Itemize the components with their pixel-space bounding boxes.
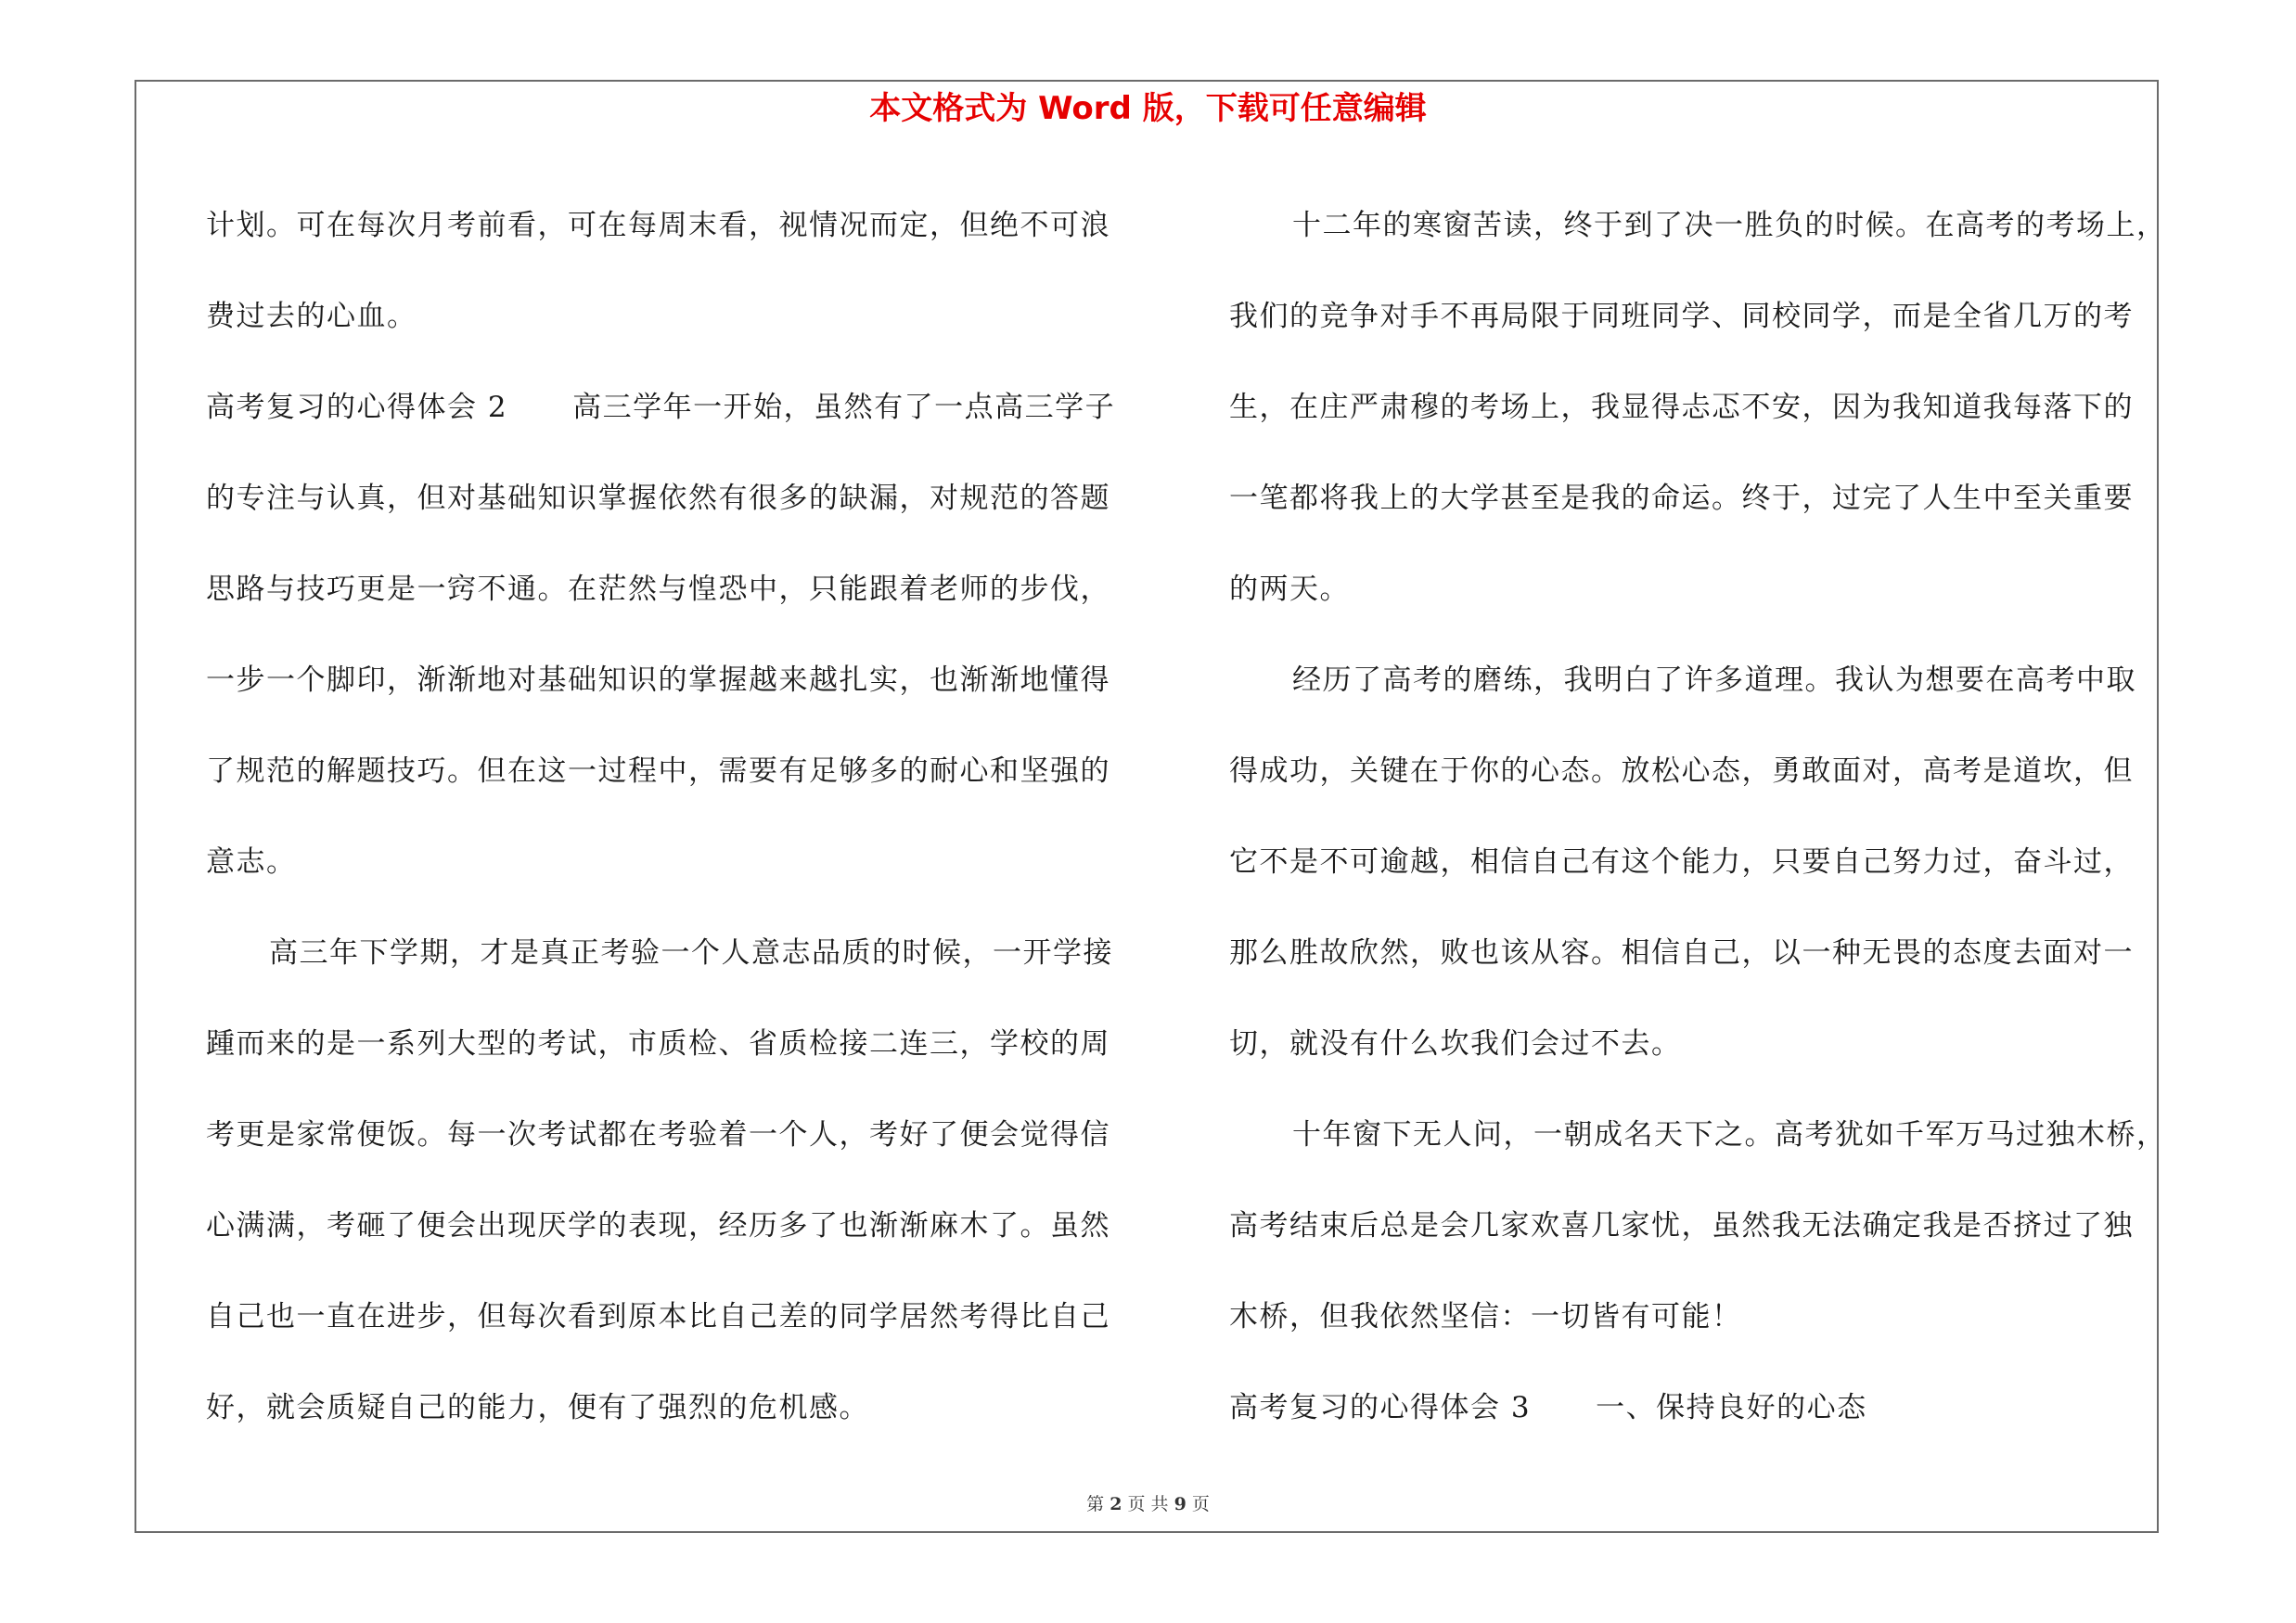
paragraph-line: 的专注与认真，但对基础知识掌握依然有很多的缺漏，对规范的答题 bbox=[206, 482, 1110, 515]
paragraph-line: 计划。可在每次月考前看，可在每周末看，视情况而定，但绝不可浪 bbox=[206, 209, 1110, 242]
paragraph-line: 思路与技巧更是一窍不通。在茫然与惶恐中，只能跟着老师的步伐， bbox=[206, 573, 1110, 606]
current-page-number: 2 bbox=[1110, 1494, 1122, 1514]
right-column bbox=[1229, 180, 2171, 1453]
paragraph-line: 一步一个脚印，渐渐地对基础知识的掌握越来越扎实，也渐渐地懂得 bbox=[206, 663, 1110, 697]
section-heading-3-title: 高考复习的心得体会 3 bbox=[1229, 1391, 1532, 1424]
paragraph-line: 木桥，但我依然坚信：一切皆有可能！ bbox=[1229, 1300, 1742, 1333]
left-column bbox=[206, 180, 1145, 1453]
paragraph-line: 意志。 bbox=[206, 845, 297, 879]
paragraph-line: 它不是不可逾越，相信自己有这个能力，只要自己努力过，奋斗过， bbox=[1229, 845, 2134, 879]
paragraph-line: 十二年的寒窗苦读，终于到了决一胜负的时候。在高考的考场上， bbox=[1292, 209, 2167, 242]
paragraph-line: 自己也一直在进步，但每次看到原本比自己差的同学居然考得比自己 bbox=[206, 1300, 1110, 1333]
section-heading-3-text: 一、保持良好的心态 bbox=[1596, 1391, 1867, 1424]
word-format-banner: 本文格式为 Word 版，下载可任意编辑 bbox=[869, 90, 1427, 127]
paragraph-line: 了规范的解题技巧。但在这一过程中，需要有足够多的耐心和坚强的 bbox=[206, 754, 1110, 788]
section-heading-2 bbox=[206, 362, 1145, 453]
paragraph-line: 高考结束后总是会几家欢喜几家忧，虽然我无法确定我是否挤过了独 bbox=[1229, 1209, 2134, 1243]
paragraph-line: 切，就没有什么坎我们会过不去。 bbox=[1229, 1027, 1682, 1061]
paragraph-line: 那么胜故欣然，败也该从容。相信自己，以一种无畏的态度去面对一 bbox=[1229, 936, 2134, 970]
section-heading-3 bbox=[1229, 1362, 2171, 1453]
footer-prefix: 第 bbox=[1086, 1494, 1105, 1514]
paragraph-line: 十年窗下无人问，一朝成名天下之。高考犹如千军万马过独木桥， bbox=[1292, 1118, 2167, 1152]
paragraph-line: 好，就会质疑自己的能力，便有了强烈的危机感。 bbox=[206, 1391, 869, 1424]
paragraph-line: 经历了高考的磨练，我明白了许多道理。我认为想要在高考中取 bbox=[1292, 663, 2136, 697]
section-heading-2-title: 高考复习的心得体会 2 bbox=[206, 391, 508, 424]
total-page-count: 9 bbox=[1174, 1494, 1186, 1514]
footer-suffix: 页 bbox=[1191, 1494, 1210, 1514]
paragraph-line: 费过去的心血。 bbox=[206, 300, 417, 333]
section-heading-2-text: 高三学年一开始，虽然有了一点高三学子 bbox=[572, 391, 1116, 424]
footer-middle: 页 共 bbox=[1127, 1494, 1169, 1514]
paragraph-line: 踵而来的是一系列大型的考试，市质检、省质检接二连三，学校的周 bbox=[206, 1027, 1110, 1061]
paragraph-line: 心满满，考砸了便会出现厌学的表现，经历多了也渐渐麻木了。虽然 bbox=[206, 1209, 1110, 1243]
paragraph-line: 一笔都将我上的大学甚至是我的命运。终于，过完了人生中至关重要 bbox=[1229, 482, 2134, 515]
page-number-footer bbox=[0, 1492, 2296, 1516]
paragraph-line: 得成功，关键在于你的心态。放松心态，勇敢面对，高考是道坎，但 bbox=[1229, 754, 2134, 788]
paragraph-line: 高三年下学期，才是真正考验一个人意志品质的时候，一开学接 bbox=[269, 936, 1113, 970]
paragraph-line: 生，在庄严肃穆的考场上，我显得忐忑不安，因为我知道我每落下的 bbox=[1229, 391, 2134, 424]
paragraph-line: 考更是家常便饭。每一次考试都在考验着一个人，考好了便会觉得信 bbox=[206, 1118, 1110, 1152]
paragraph-line: 的两天。 bbox=[1229, 573, 1350, 606]
paragraph-line: 我们的竞争对手不再局限于同班同学、同校同学，而是全省几万的考 bbox=[1229, 300, 2134, 333]
